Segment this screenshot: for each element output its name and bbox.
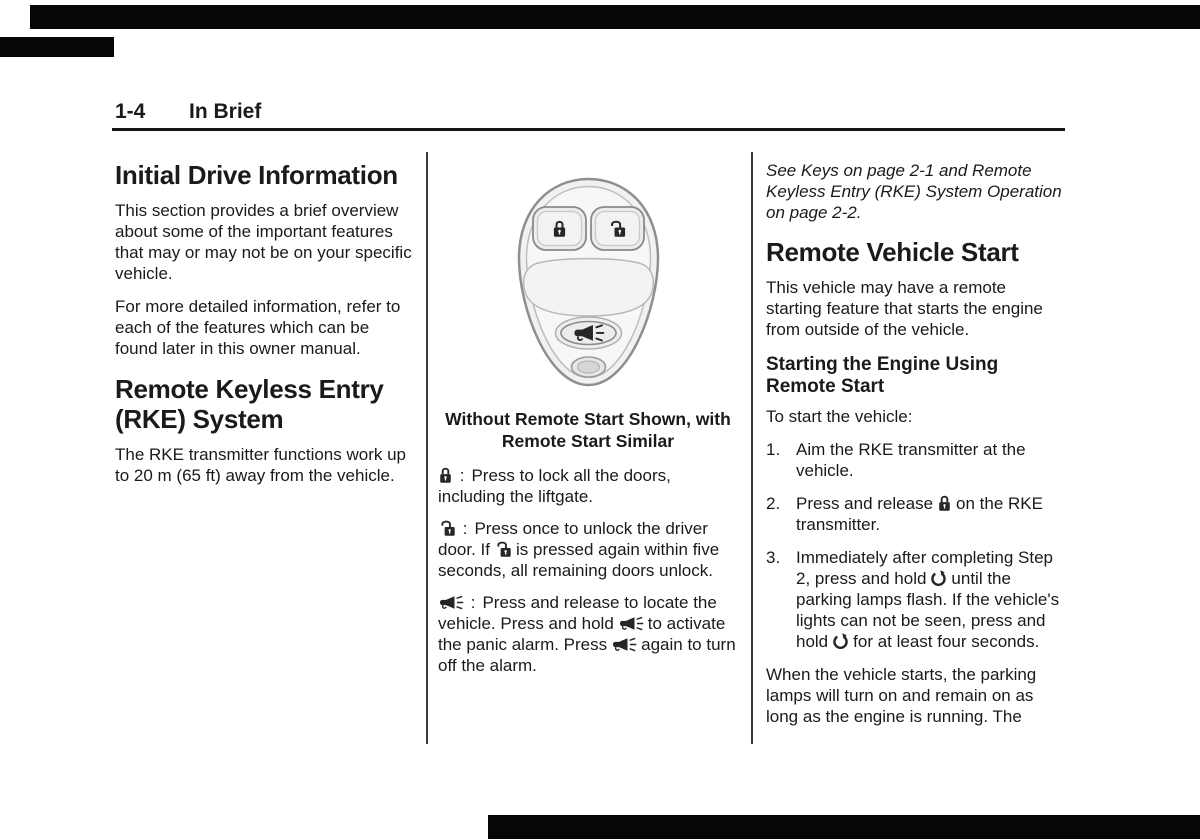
- step-3: [766, 547, 1064, 652]
- scan-artifact-bottom-bar: [488, 815, 1200, 839]
- fob-center-panel: [523, 259, 653, 316]
- panic-instruction: [438, 592, 738, 676]
- fob-keyring-hole: [571, 357, 605, 377]
- remote-start-icon: [930, 569, 947, 587]
- scan-artifact-left-stub-bar: [0, 37, 114, 57]
- horn-panic-icon: [438, 595, 464, 610]
- unlock-icon: [494, 540, 512, 558]
- paragraph: When the vehicle starts, the parking lamps will turn on and remain on as long as the engine is running. The: [766, 665, 1037, 726]
- paragraph: This section provides a brief overview about some of the important features that may or may not be on your specific vehicle.: [115, 201, 412, 283]
- colon-separator: :: [459, 466, 465, 485]
- left-column: [115, 160, 413, 498]
- lock-instruction-text: Press to lock all the doors, including the liftgate.: [438, 466, 671, 506]
- step-2: [766, 493, 1064, 535]
- key-fob-illustration: [506, 176, 671, 388]
- panic-instruction-text-3: again to turn off the alarm.: [438, 635, 736, 675]
- step-1: [766, 439, 1064, 481]
- paragraph: This vehicle may have a remote starting feature that starts the engine from outside of the vehicle.: [766, 278, 1043, 339]
- paragraph: The RKE transmitter functions work up to 20 m (65 ft) away from the vehicle.: [115, 445, 407, 485]
- step-text: Aim the RKE transmitter at the vehicle.: [796, 440, 1026, 480]
- horn-panic-icon: [611, 637, 637, 652]
- column-divider-right: [751, 152, 753, 744]
- horn-panic-icon: [618, 616, 644, 631]
- section-heading-rke-system: Remote Keyless Entry (RKE) System: [115, 374, 384, 434]
- section-heading-initial-drive: Initial Drive Information: [115, 160, 398, 190]
- chapter-title: In Brief: [189, 100, 262, 123]
- step-text: Press and release on the RKE transmitter.: [796, 494, 1043, 534]
- remote-start-icon: [832, 632, 849, 650]
- header-rule: [112, 128, 1065, 131]
- panic-instruction-text-1: Press and release to locate the vehicle. Press and hold: [438, 593, 717, 633]
- right-column: [766, 160, 1064, 739]
- middle-column: [438, 160, 738, 687]
- section-heading-remote-vehicle-start: Remote Vehicle Start: [766, 237, 1019, 267]
- column-divider-left: [426, 152, 428, 744]
- subsection-heading-starting-engine: Starting the Engine Using Remote Start: [766, 354, 999, 397]
- fob-panic-button: [555, 317, 621, 349]
- panic-instruction-text-2: to activate the panic alarm. Press: [438, 614, 726, 654]
- step-number: 3.: [766, 548, 781, 567]
- cross-reference: See Keys on page 2-1 and Remote Keyless Entry (RKE) System Operation on page 2-2.: [766, 161, 1062, 222]
- colon-separator: :: [462, 519, 468, 538]
- fob-unlock-button: [591, 207, 644, 250]
- colon-separator: :: [470, 593, 476, 612]
- lock-instruction: [438, 465, 738, 507]
- figure-caption: Without Remote Start Shown, with Remote Start Similar: [445, 409, 731, 451]
- numbered-steps: [766, 439, 1064, 652]
- figure: [438, 176, 738, 393]
- lock-icon: [438, 466, 453, 484]
- unlock-instruction-text-1: Press once to unlock the driver door. If: [438, 519, 708, 559]
- unlock-icon: [438, 519, 456, 537]
- step-number: 1.: [766, 440, 781, 459]
- unlock-instruction-text-2: is pressed again within five seconds, all remaining doors unlock.: [438, 540, 720, 580]
- lock-icon: [937, 494, 952, 512]
- fob-lock-button: [533, 207, 586, 250]
- step-text: Immediately after completing Step 2, press and hold until the parking lamps flash. If the vehicle's lights can not be seen, press and hold for at least four seconds.: [796, 548, 1060, 651]
- scan-artifact-top-bar: [30, 5, 1200, 29]
- lead-in-text: To start the vehicle:: [766, 407, 913, 426]
- page-number: 1-4: [115, 100, 146, 123]
- unlock-instruction: [438, 518, 738, 581]
- step-number: 2.: [766, 494, 781, 513]
- paragraph: For more detailed information, refer to each of the features which can be found later in this owner manual.: [115, 297, 401, 358]
